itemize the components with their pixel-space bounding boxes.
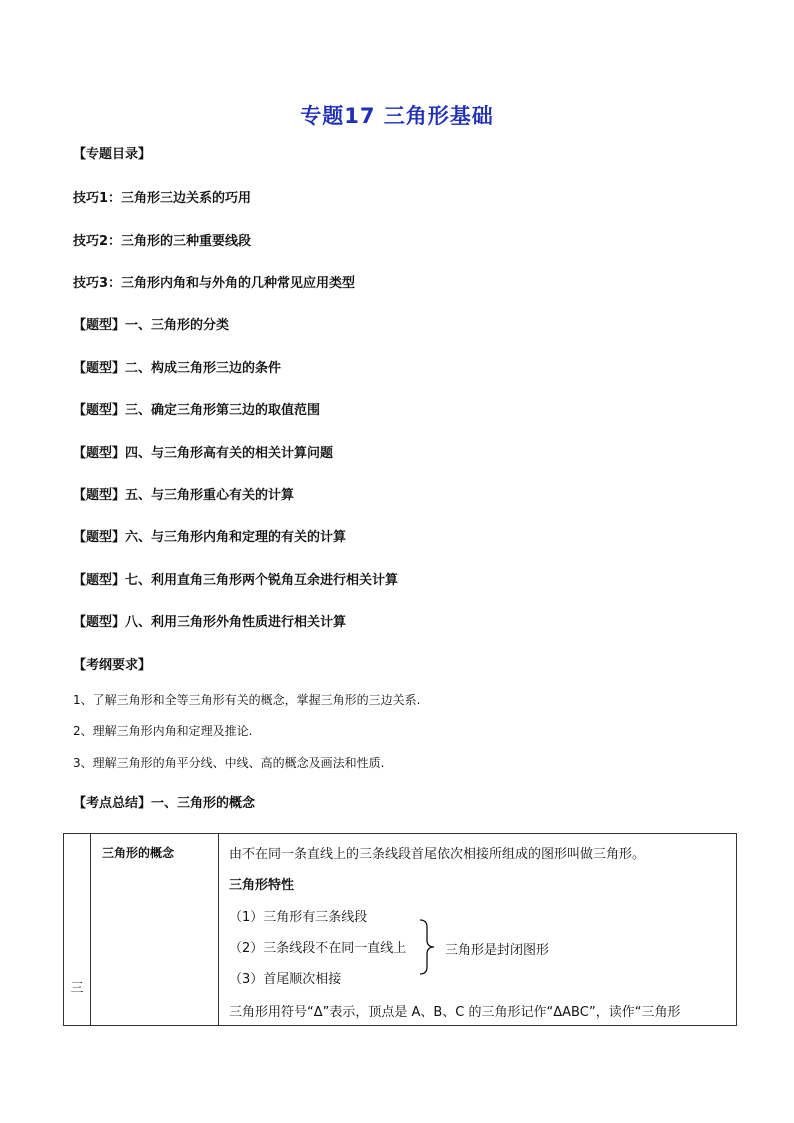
question-type-2 xyxy=(73,357,281,376)
properties-heading: 三角形特性 xyxy=(229,878,295,893)
question-type-8 xyxy=(73,611,346,630)
question-type-text: 五、与三角形重心有关的计算 xyxy=(125,488,295,503)
requirements-heading: 【考纲要求】 xyxy=(73,658,152,673)
question-type-6 xyxy=(73,526,346,545)
question-type-text: 四、与三角形高有关的相关计算问题 xyxy=(125,446,334,461)
question-tag: 【题型】 xyxy=(73,488,126,503)
notation-text: 三角形用符号“Δ”表示，顶点是 A、B、C 的三角形记作“ΔABC”，读作“三角形 xyxy=(229,1005,681,1020)
question-type-text: 三、确定三角形第三边的取值范围 xyxy=(125,403,321,418)
question-tag: 【题型】 xyxy=(73,530,126,545)
table-side-cell xyxy=(64,834,91,1026)
requirement-item-2: 2、理解三角形内角和定理及推论. xyxy=(73,724,253,738)
question-type-4 xyxy=(73,442,333,461)
table-label-cell xyxy=(91,834,219,1026)
question-type-1 xyxy=(73,314,229,333)
question-type-text: 二、构成三角形三边的条件 xyxy=(125,361,282,376)
table-row-label: 三角形的概念 xyxy=(102,846,175,860)
question-tag: 【题型】 xyxy=(73,403,126,418)
requirement-item-3: 3、理解三角形的角平分线、中线、高的概念及画法和性质. xyxy=(73,756,385,770)
question-type-text: 七、利用直角三角形两个锐角互余进行相关计算 xyxy=(125,573,399,588)
question-type-7 xyxy=(73,569,398,588)
property-item-3: （3）首尾顺次相接 xyxy=(229,972,342,987)
question-type-text: 六、与三角形内角和定理的有关的计算 xyxy=(125,530,347,545)
question-tag: 【题型】 xyxy=(73,446,126,461)
definition-text: 由不在同一条直线上的三条线段首尾依次相接所组成的图形叫做三角形。 xyxy=(229,847,646,862)
question-type-text: 八、利用三角形外角性质进行相关计算 xyxy=(125,615,347,630)
requirement-item-1: 1、了解三角形和全等三角形有关的概念，掌握三角形的三边关系. xyxy=(73,693,421,707)
property-item-2: （2）三条线段不在同一直线上 xyxy=(229,941,407,956)
brace-conclusion: 三角形是封闭图形 xyxy=(445,943,550,958)
property-item-1: （1）三角形有三条线段 xyxy=(229,910,368,925)
summary-heading: 【考点总结】一、三角形的概念 xyxy=(73,796,256,811)
question-tag: 【题型】 xyxy=(73,573,126,588)
question-tag: 【题型】 xyxy=(73,361,126,376)
table-content-cell xyxy=(219,834,737,1026)
question-type-3 xyxy=(73,399,320,418)
toc-heading: 【专题目录】 xyxy=(73,147,152,162)
question-type-5 xyxy=(73,484,294,503)
page-title: 专题17 三角形基础 xyxy=(300,104,494,128)
technique-3: 技巧3：三角形内角和与外角的几种常见应用类型 xyxy=(73,276,356,291)
table-side-label: 三 xyxy=(70,981,84,996)
technique-1: 技巧1：三角形三边关系的巧用 xyxy=(73,191,252,206)
question-tag: 【题型】 xyxy=(73,318,126,333)
concept-table xyxy=(63,833,737,1026)
question-type-text: 一、三角形的分类 xyxy=(125,318,230,333)
technique-2: 技巧2：三角形的三种重要线段 xyxy=(73,234,252,249)
question-tag: 【题型】 xyxy=(73,615,126,630)
curly-brace-icon xyxy=(417,919,437,975)
